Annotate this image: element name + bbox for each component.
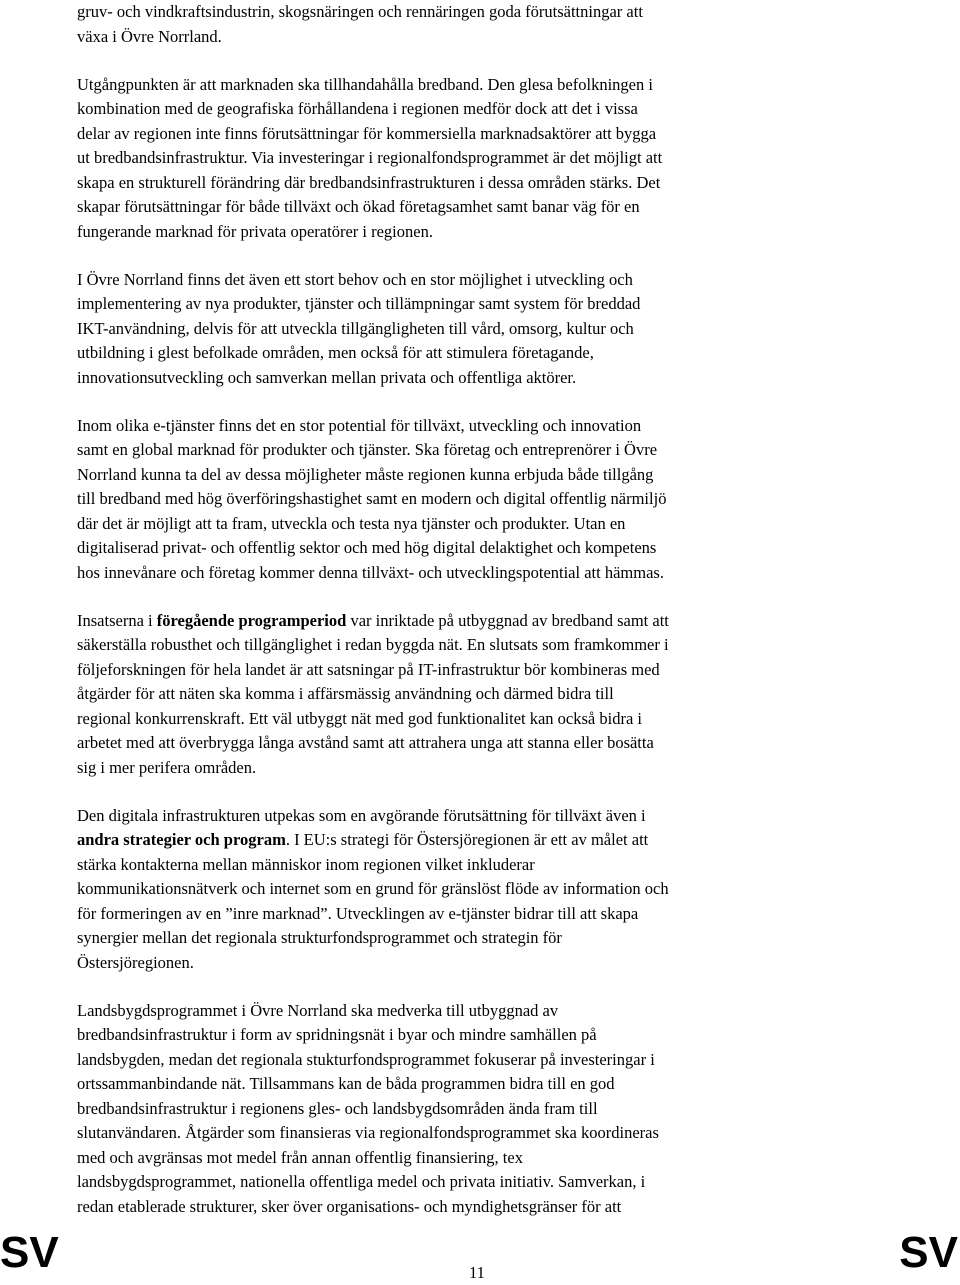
paragraph-4: [77, 414, 877, 586]
text-line: I Övre Norrland finns det även ett stort behov och en stor möjlighet i utveckling och: [77, 269, 633, 289]
text-line: sig i mer perifera områden.: [77, 757, 257, 777]
text-line: bredbandsinfrastruktur i regionens gles- och landsbygdsområden ända fram till: [77, 1098, 598, 1118]
text-line: Den digitala infrastrukturen utpekas som en avgörande förutsättning för tillväxt även i: [77, 805, 646, 825]
text-line: Utgångpunkten är att marknaden ska tillhandahålla bredband. Den glesa befolkningen i: [77, 74, 653, 94]
text-line: ortssammanbindande nät. Tillsammans kan de båda programmen bidra till en god: [77, 1074, 615, 1093]
text-line: implementering av nya produkter, tjänster och tillämpningar samt system för breddad: [77, 294, 641, 313]
text-line: digitaliserad privat- och offentlig sektor och med hög digital delaktighet och kompetens: [77, 538, 657, 557]
text-line: åtgärder för att näten ska komma i affärsmässig användning och därmed bidra till: [77, 684, 614, 703]
text-line: synergier mellan det regionala strukturfondsprogrammet och strategin för: [77, 928, 562, 947]
text-line: IKT-användning, delvis för att utveckla tillgängligheten till vård, omsorg, kultur och: [77, 318, 634, 338]
paragraph-7: [77, 999, 877, 1220]
text-line: delar av regionen inte finns förutsättningar för kommersiella marknadsaktörer att bygga: [77, 123, 657, 143]
language-label-left: SV: [0, 1228, 59, 1277]
text-line: där det är möjligt att ta fram, utveckla och testa nya tjänster och produkter. Utan en: [77, 513, 626, 533]
paragraph-5: [77, 609, 877, 781]
text-line: Inom olika e-tjänster finns det en stor potential för tillväxt, utveckling och innovation: [77, 415, 642, 435]
text-line: regional konkurrenskraft. Ett väl utbyggt nät med god funktionalitet kan också bidra i: [77, 708, 642, 728]
text-line: Norrland kunna ta del av dessa möjligheter måste regionen kunna erbjuda både tillgång: [77, 464, 654, 484]
text-line: samt en global marknad för produkter och tjänster. Ska företag och entreprenörer i Övre: [77, 440, 658, 459]
text-line: landsbygdsprogrammet, nationella offentliga medel och privata initiativ. Samverkan, i: [77, 1172, 646, 1191]
text-line: landsbygden, medan det regionala stukturfondsprogrammet fokuserar på investeringar i: [77, 1049, 655, 1069]
text-line: Landsbygdsprogrammet i Övre Norrland ska medverka till utbyggnad av: [77, 1000, 559, 1020]
text-line: Östersjöregionen.: [77, 952, 194, 972]
document-body: [77, 0, 877, 1219]
text-line: gruv- och vindkraftsindustrin, skogsnäringen och rennäringen goda förutsättningar att: [77, 2, 643, 21]
text-line: bredbandsinfrastruktur i form av spridningsnät i byar och mindre samhällen på: [77, 1025, 597, 1044]
text-line: hos innevånare och företag kommer denna tillväxt- och utvecklingspotential att hämmas.: [77, 562, 664, 582]
text-line: fungerande marknad för privata operatörer i regionen.: [77, 221, 433, 241]
text-line: till bredband med hög överföringshastighet samt en modern och digital offentlig närmiljö: [77, 489, 667, 508]
text-line: följeforskningen för hela landet är att satsningar på IT-infrastruktur bör kombineras med: [77, 659, 660, 679]
text-line: slutanvändaren. Åtgärder som finansieras via regionalfondsprogrammet ska koordineras: [77, 1123, 659, 1142]
text-line: med och avgränsas mot medel från annan offentlig finansiering, tex: [77, 1147, 523, 1167]
text-line: redan etablerade strukturer, sker över organisations- och myndighetsgränser för att: [77, 1196, 622, 1216]
bold-phrase: andra strategier och program: [77, 830, 286, 849]
text-line: skapar förutsättningar för både tillväxt och ökad företagsamhet samt banar väg för en: [77, 197, 640, 216]
text-line: innovationsutveckling och samverkan mellan privata och offentliga aktörer.: [77, 367, 577, 387]
text-run: var inriktade på utbyggnad av bredband samt att: [346, 610, 669, 630]
text-line: stärka kontakterna mellan människor inom regionen vilket inkluderar: [77, 854, 535, 874]
text-line: för formeringen av en ”inre marknad”. Utvecklingen av e-tjänster bidrar till att skapa: [77, 903, 639, 923]
text-line: ut bredbandsinfrastruktur. Via investeringar i regionalfondsprogrammet är det möjligt att: [77, 148, 663, 167]
text-line: kommunikationsnätverk och internet som en grund för gränslöst flöde av information och: [77, 879, 669, 898]
text-line: kombination med de geografiska förhållandena i regionen medför dock att det i vissa: [77, 99, 638, 118]
language-label-right: SV: [899, 1228, 958, 1277]
paragraph-3: [77, 268, 877, 391]
bold-phrase: föregående programperiod: [156, 610, 347, 630]
text-run: Insatserna i: [77, 610, 157, 630]
paragraph-6: [77, 804, 877, 976]
text-line: utbildning i glest befolkade områden, men också för att stimulera företagande,: [77, 343, 594, 362]
page-number: 11: [469, 1263, 485, 1282]
text-line: [77, 609, 877, 634]
text-line: arbetet med att överbrygga långa avstånd samt att attrahera unga att stanna eller bosätta: [77, 733, 654, 752]
paragraph-1: [77, 0, 877, 49]
text-line: växa i Övre Norrland.: [77, 26, 222, 46]
text-line: [77, 828, 877, 853]
text-line: säkerställa robusthet och tillgänglighet i redan byggda nät. En slutsats som framkommer i: [77, 635, 669, 654]
text-run: . I EU:s strategi för Östersjöregionen är ett av målet att: [285, 830, 649, 849]
paragraph-2: [77, 73, 877, 245]
text-line: skapa en strukturell förändring där bredbandsinfrastrukturen i dessa områden stärks. Det: [77, 172, 661, 192]
